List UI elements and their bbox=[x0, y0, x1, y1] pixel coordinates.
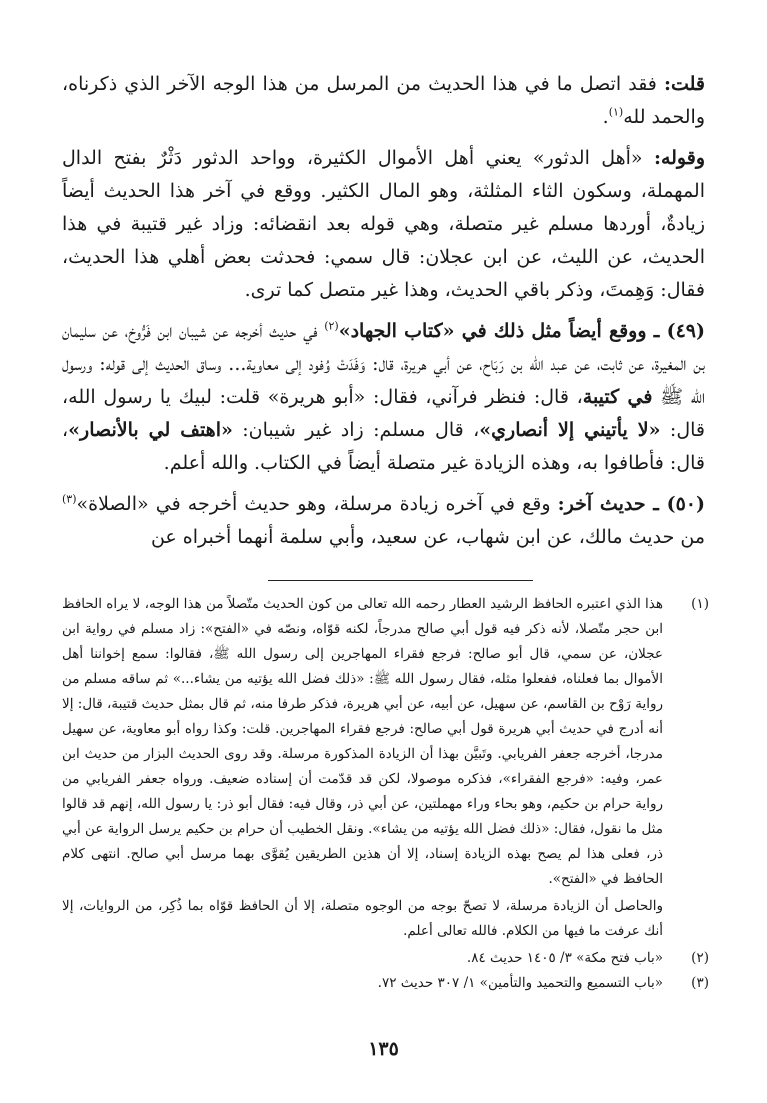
footnote-2-text: «باب فتح مكة» ٣/ ١٤٠٥ حديث ٨٤. bbox=[466, 950, 663, 966]
paragraph-4-text-2: من حديث مالك، عن ابن شهاب، عن سعيد، وأبي سلمة أنهما أخبراه عن bbox=[150, 526, 705, 548]
paragraph-3 bbox=[62, 315, 705, 480]
paragraph-3-text-2: ، قال: فنظر فرآني، فقال: «أبو هريرة» قلت: لبيك يا رسول الله، قال: bbox=[62, 386, 706, 441]
footnote-1-number: (١) bbox=[691, 596, 709, 612]
paragraph-2-text: «أهل الدثور» يعني أهل الأموال الكثيرة، وواحد الدثور دَثْرٌ بفتح الدال المهملة، وسكون الثاء المثلثة، وهو المال الكثير. ووقع في آخر هذا الحديث أيضاً زيادةٌ، أوردها مسلم غير متصلة، وهي قوله بعد انقضائه: وزاد غير قتيبة في هذا الحديث، عن الليث، عن ابن عجلان: قال سمي: فحدثت بعض أهلي هذا الحديث، فقال: وَهِمتَ، وذكر باقي الحديث، وهذا غير متصل كما ترى. bbox=[62, 147, 705, 301]
footnote-3-text: «باب التسميع والتحميد والتأمين» ١/ ٣٠٧ حديث ٧٢. bbox=[377, 975, 663, 991]
bold-quote-ihtif: «اهتف لي بالأنصار» bbox=[68, 419, 233, 441]
footnote-3 bbox=[62, 971, 709, 996]
footnote-2-number: (٢) bbox=[691, 950, 709, 966]
footnote-ref-1[interactable]: (١) bbox=[608, 105, 624, 119]
footnote-3-number: (٣) bbox=[691, 975, 709, 991]
hadith-49-heading: (٤٩) ـ ووقع أيضاً مثل ذلك في «كتاب الجهاد» bbox=[338, 320, 705, 342]
paragraph-1-text: فقد اتصل ما في هذا الحديث من المرسل من هذا الوجه الآخر الذي ذكرناه، والحمد لله bbox=[62, 73, 705, 128]
main-text bbox=[62, 68, 705, 554]
lead-waqawluhu: وقوله: bbox=[653, 147, 705, 169]
bold-phrase-kateeba: في كتيبة bbox=[582, 386, 653, 408]
hadith-50-heading: (٥٠) ـ حديث آخر: bbox=[557, 493, 705, 515]
page-number: ١٣٥ bbox=[368, 1038, 399, 1060]
footnote-1-text: هذا الذي اعتبره الحافظ الرشيد العطار رحمه الله تعالى من كون الحديث متّصلاً من هذا الوجه، لا يراه الحافظ ابن حجر متّصلا، لأنه ذكر فيه قول أبي صالح مدرجاً، لكنه قوّاه، ونصّه في «الفتح»: زاد مسلم في رواية ابن عجلان، عن سمي، قال أبو صالح: فرجع فقراء المهاجرين إلى رسول الله ﷺ، فقالوا: سمع إخواننا أهل الأموال بما فعلناه، ففعلوا مثله، فقال رسول الله ﷺ: «ذلك فضل الله يؤتيه من يشاء...» ثم ساقه مسلم من رواية رَوْح بن القاسم، عن سهيل، عن أبيه، عن أبي هريرة، فذكر طرفا منه، ثم قال بمثل حديث قتيبة، قال: إلا أنه أدرج في حديث أبي هريرة قول أبي صالح: فرجع فقراء المهاجرين. قلت: وكذا رواه أبو معاوية، عن سهيل مدرجا، أخرجه جعفر الفريابي. وتَبيَّن بهذا أن الزيادة المذكورة مرسلة. وقد روى الحديث البزار من حديث ابن عمر، وفيه: «فرجع الفقراء»، فذكره موصولا، لكن قد قدّمت أن إسناده ضعيف. ورواه جعفر الفريابي من رواية حرام بن حكيم، وهو بحاء وراء مهملتين، عن أبي ذر، وقال فيه: فقال أبو ذر: يا رسول الله، إنهم قد قالوا مثل ما نقول، فقال: «ذلك فضل الله يؤتيه من يشاء». ونقل الخطيب أن حرام بن حكيم يرسل الرواية عن أبي ذر، فعلى هذا لم يصح بهذه الزيادة إسناد، إلا أن هذين الطريقين يُقوَّى بهما مرسل أبي صالح. انتهى كلام الحافظ في «الفتح». bbox=[62, 596, 663, 887]
lead-qultu: قلت: bbox=[663, 73, 705, 95]
paragraph-2 bbox=[62, 142, 705, 307]
footnotes bbox=[62, 592, 709, 996]
paragraph-3-text-4: ، قال: فأطافوا به، وهذه الزيادة غير متصلة أيضاً في الكتاب. والله أعلم. bbox=[62, 419, 705, 474]
paragraph-3-text-1: في حديث أخرجه عن شيبان ابن فَرُّوخ، عن سليمان بن المغيرة، عن ثابت، عن عبد الله بن رَبَاح، عن أبي هريرة، قال: وَفَدَتْ وُفود إلى معاوية... وساق الحديث إلى قوله: ورسول الله ﷺ bbox=[62, 320, 705, 408]
bold-quote-ansari: «لا يأتيني إلا أنصاري» bbox=[479, 419, 661, 441]
paragraph-1-tail: . bbox=[602, 106, 609, 128]
paragraph-4 bbox=[62, 488, 705, 554]
paragraph-4-text-1: وقع في آخره زيادة مرسلة، وهو حديث أخرجه في «الصلاة» bbox=[76, 493, 558, 515]
footnote-ref-3[interactable]: (٣) bbox=[62, 492, 77, 506]
footnote-separator bbox=[268, 580, 533, 581]
paragraph-3-text-3: ، قال مسلم: زاد غير شيبان: bbox=[232, 419, 480, 441]
footnote-1-continuation: والحاصل أن الزيادة مرسلة، لا تصحّ بوجه من الوجوه متصلة، إلا أن الحافظ قوّاه بما ذُكِر، من الروايات، إلا أنك عرفت ما فيها من الكلام. فالله تعالى أعلم. bbox=[62, 898, 663, 939]
footnote-2 bbox=[62, 946, 709, 971]
footnote-1 bbox=[62, 592, 709, 892]
footnote-ref-2[interactable]: (٢) bbox=[324, 319, 339, 333]
paragraph-1 bbox=[62, 68, 705, 134]
